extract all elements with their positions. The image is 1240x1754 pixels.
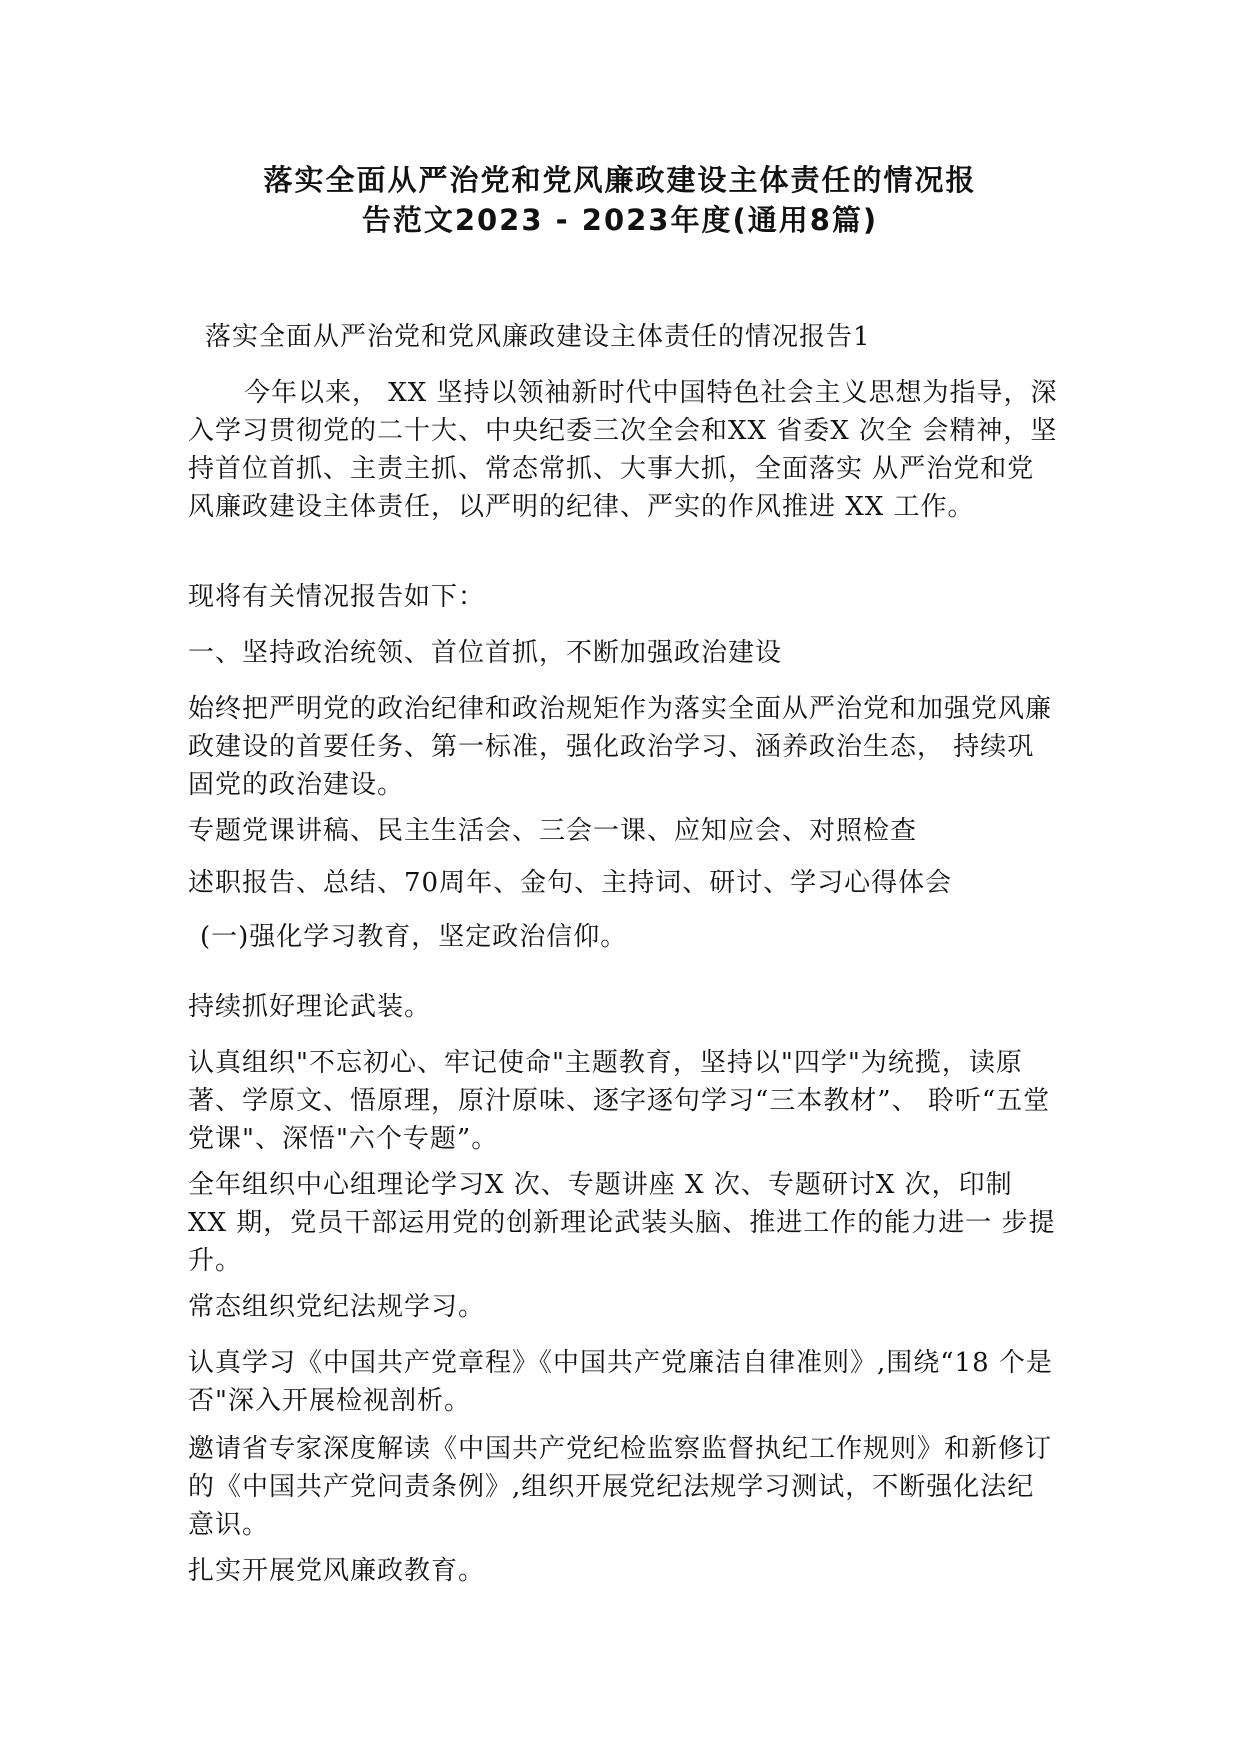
paragraph-political-discipline: 始终把严明党的政治纪律和政治规矩作为落实全面从严治党和加强党风廉政建设的首要任务、第一标准，强化政治学习、涵养政治生态， 持续巩固党的政治建设。 [188, 694, 1053, 800]
paragraph-report-lead: 现将有关情况报告如下： [188, 582, 486, 612]
section-heading-1: 一、坚持政治统领、首位首抓，不断加强政治建设 [188, 638, 783, 668]
section-heading-report-1: 落实全面从严治党和党风廉政建设主体责任的情况报告1 [205, 322, 871, 352]
paragraph-theory: 持续抓好理论武装。 [188, 992, 432, 1022]
paragraph-expert-lecture: 邀请省专家深度解读《中国共产党纪检监察监督执纪工作规则》和新修订的《中国共产党问责条例》,组织开展党纪法规学习测试，不断强化法纪意识。 [188, 1434, 1053, 1540]
paragraph-party-constitution: 认真学习《中国共产党章程》《中国共产党廉洁自律准则》,围绕“18 个是否"深入开展检视剖析。 [188, 1348, 1053, 1416]
subsection-heading-1: (一)强化学习教育，坚定政治信仰。 [200, 922, 628, 952]
paragraph-annual-study: 全年组织中心组理论学习X 次、专题讲座 X 次、专题研讨X 次，印制 XX 期，党员干部运用党的创新理论武装头脑、推进工作的能力进一 步提升。 [188, 1170, 1056, 1276]
title-line-1: 落实全面从严治党和党风廉政建设主体责任的情况报 [263, 163, 977, 197]
paragraph-intro: 今年以来， XX 坚持以领袖新时代中国特色社会主义思想为指导，深入学习贯彻党的二十大、中央纪委三次全会和XX 省委X 次全 会精神，坚持首位首抓、主责主抓、常态常抓、大事大抓，全面落实 从严治党和党风廉政建设主体责任，以严明的纪律、严实的作风推进 XX 工作。 [188, 378, 1058, 522]
paragraph-theme-education: 认真组织"不忘初心、牢记使命"主题教育，坚持以"四学"为统揽，读原著、学原文、悟原理，原汁原味、逐字逐句学习“三本教材”、 聆听“五堂党课"、深悟"六个专题”。 [188, 1048, 1051, 1154]
paragraph-clean-government: 扎实开展党风廉政教育。 [188, 1556, 486, 1586]
title-line-2: 告范文2023 - 2023年度(通用8篇) [361, 203, 879, 237]
paragraph-keywords-2: 述职报告、总结、70周年、金句、主持词、研讨、学习心得体会 [188, 868, 953, 898]
paragraph-keywords-1: 专题党课讲稿、民主生活会、三会一课、应知应会、对照检查 [188, 816, 918, 846]
paragraph-regulation-study: 常态组织党纪法规学习。 [188, 1292, 486, 1322]
document-title [150, 160, 1090, 240]
